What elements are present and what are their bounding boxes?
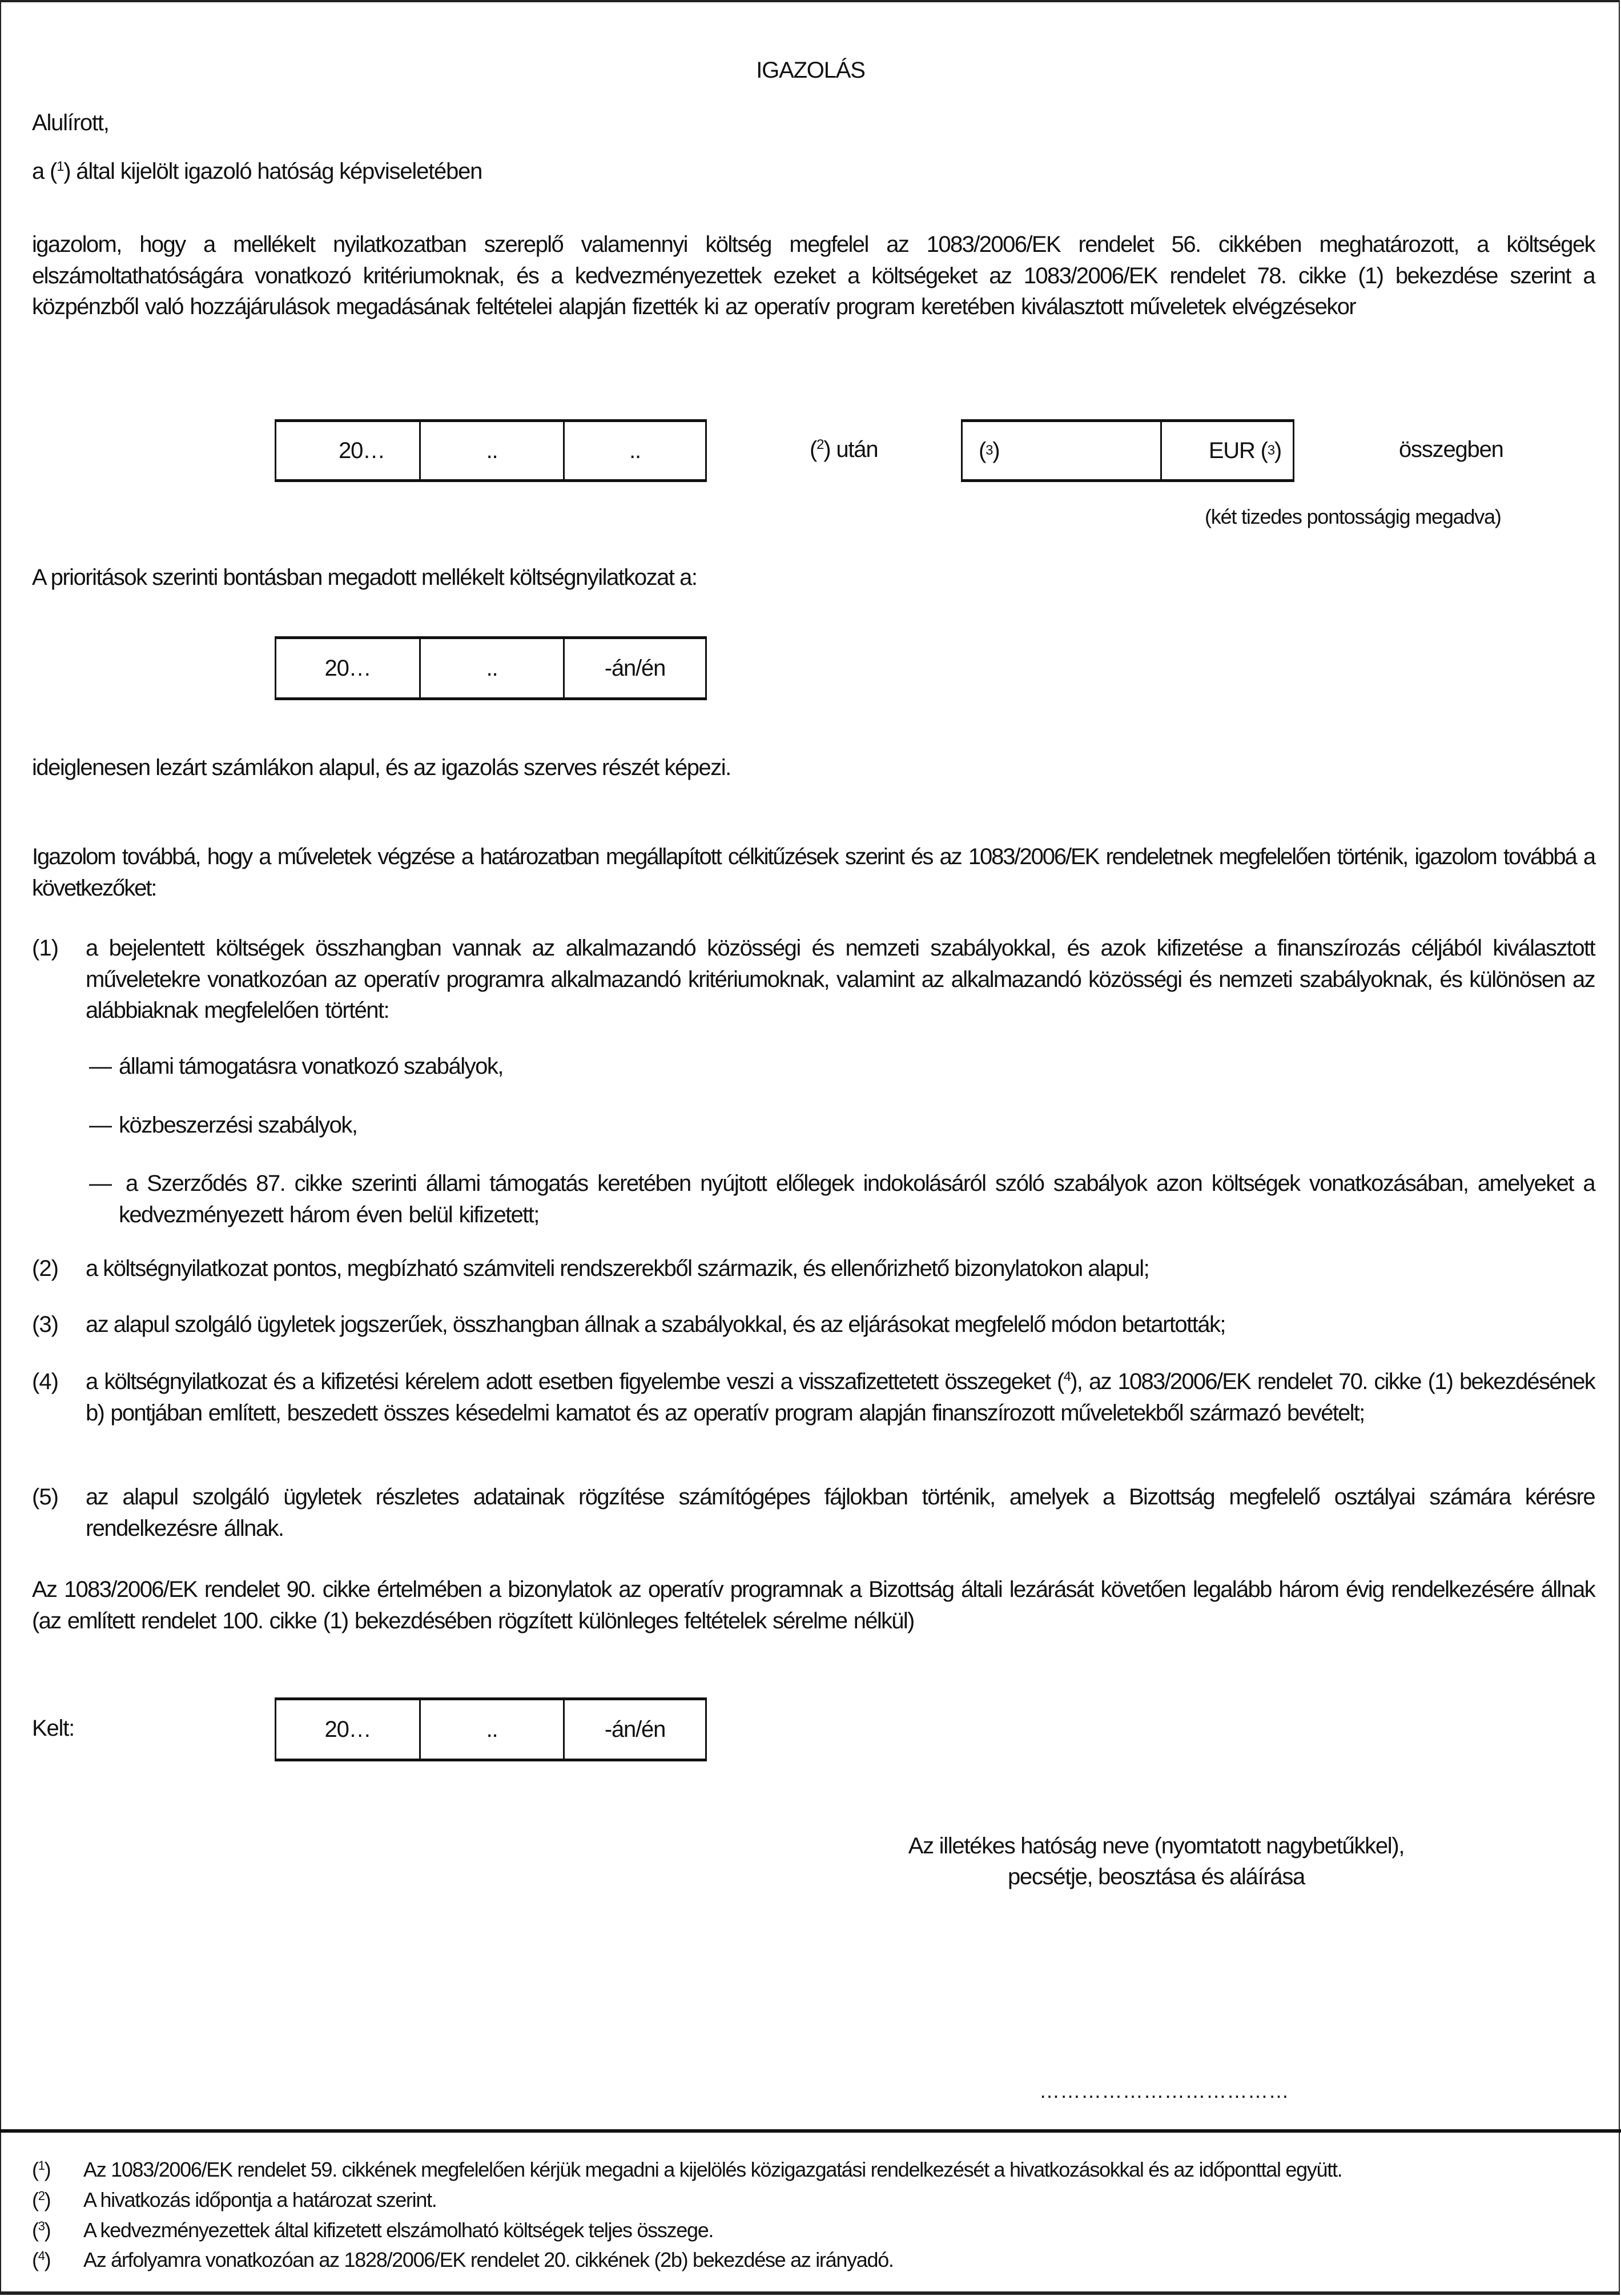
retention-paragraph: Az 1083/2006/EK rendelet 90. cikke értelmében a bizonylatok az operatív programnak a Bizottság általi lezárását követően legalább három évig rendelkezésére állnak (az említett rendelet 100. cikke (1) bekezdésében rögzített különleges feltételek sérelme nélkül) [32,1577,1595,1633]
undersigned-label: Alulírott, [32,110,109,135]
list-item: az alapul szolgáló ügyletek jogszerűek, összhangban állnak a szabályokkal, és az eljárásokat megfelelő módon betartották; [86,1312,1225,1337]
day-suffix[interactable]: -án/én [604,1716,666,1742]
date-box-2 [275,636,707,700]
amount-field[interactable]: ( 3 ) [963,422,1162,479]
month-field[interactable]: .. [421,1700,565,1759]
month-field[interactable]: .. [421,639,565,697]
year-field[interactable]: 20… [276,639,421,697]
after-label: ($^2$) után [810,437,878,462]
sub-list-item: közbeszerzési szabályok, [119,1113,357,1138]
footnote-text: Az árfolyamra vonatkozóan az 1828/2006/EK rendelet 20. cikkének (2b) bekezdése az irányadó. [83,2248,894,2271]
signature-line-1: Az illetékes hatóság neve (nyomtatott nagybetűkkel), [908,1833,1405,1859]
priorities-sentence: A prioritások szerinti bontásban megadott mellékelt költségnyilatkozat a: [32,565,697,590]
representing-line: a ($^1$) által kijelölt igazoló hatóság képviseletében [32,159,482,184]
item-number: (4) [32,1369,58,1394]
month-field[interactable]: .. [421,422,565,479]
footnote-text: A hivatkozás időpontja a határozat szerint. [83,2188,437,2211]
year-field[interactable]: 20… [276,1700,421,1759]
signature-dotted-line[interactable]: ……………………………… [1039,2079,1289,2102]
day-field[interactable]: .. [629,437,641,463]
currency-label: EUR ( 3 ) [1208,437,1281,463]
footnote-text: A kedvezményezettek által kifizetett elszámolható költségek teljes összege. [83,2218,714,2242]
year-field[interactable]: 20… [276,422,421,479]
item-number: (1) [32,936,58,961]
list-item: a költségnyilatkozat pontos, megbízható számviteli rendszerekből származik, és ellenőrizhető bizonylatokon alapul; [86,1256,1149,1281]
amount-box [961,419,1294,482]
footnote-ref: 2 [816,437,824,452]
item-number: (3) [32,1312,58,1337]
footnote-ref: 1 [57,159,64,174]
dash-icon: — [89,1054,111,1079]
dash-icon: — [89,1171,111,1196]
list-item: a költségnyilatkozat és a kifizetési kérelem adott esetben figyelembe veszi a visszafizettetett összegeket ($^4$), az 1083/2006/EK rendelet 70. cikke (1) bekezdésének b) pontjában említett, beszedett összes késedelmi kamatot és az operatív program alapján finanszírozott műveletekből származó bevételt; [86,1369,1595,1426]
footnote-text: Az 1083/2006/EK rendelet 59. cikkének megfelelően kérjük megadni a kijelölés közigazgatási rendelkezését a hivatkozásokkal és az időponttal együtt. [83,2158,1342,2181]
footnote-mark: ($^3$) [32,2218,51,2242]
list-item: az alapul szolgáló ügyletek részletes adatainak rögzítése számítógépes fájlokban történik, amelyek a Bizottság megfelelő osztályai számára kérésre rendelkezésre állnak. [86,1484,1595,1541]
signature-line-2: pecsétje, beosztása és aláírása [1007,1864,1305,1889]
precision-note: (két tizedes pontosságig megadva) [1205,505,1501,528]
amount-label: összegben [1399,437,1503,462]
footnote-mark: ($^1$) [32,2158,51,2181]
footnote-ref: 4 [1063,1369,1071,1384]
date-box-1 [275,419,707,482]
sub-list-item: a Szerződés 87. cikke szerinti állami támogatás keretében nyújtott előlegek indokolásáról szóló szabályok azon költségek vonatkozásában, amelyeket a kedvezményezett három éven belül kifizetett; [119,1171,1595,1227]
kelt-label: Kelt: [32,1716,75,1741]
footnote-separator [0,2129,1621,2133]
footnote-mark: ($^4$) [32,2248,51,2271]
item-number: (2) [32,1256,58,1281]
footnote-mark: ($^2$) [32,2188,51,2211]
document-title: IGAZOLÁS [756,58,865,83]
day-suffix[interactable]: -án/én [604,655,666,681]
provisional-sentence: ideiglenesen lezárt számlákon alapul, és az igazolás szerves részét képezi. [32,755,731,780]
item-number: (5) [32,1484,58,1510]
list-item: a bejelentett költségek összhangban vannak az alkalmazandó közösségi és nemzeti szabályokkal, és azok kifizetése a finanszírozás céljából kiválasztott műveletekre vonatkozóan az operatív programra alkalmazandó kritériumoknak, valamint az alkalmazandó közösségi és nemzeti szabályoknak, és különösen az alábbiaknak megfelelően történt: [86,936,1595,1023]
dash-icon: — [89,1113,111,1138]
intro-paragraph: igazolom, hogy a mellékelt nyilatkozatban szereplő valamennyi költség megfelel az 1083/2006/EK rendelet 56. cikkében meghatározott, a költségek elszámoltathatóságára vonatkozó kritériumoknak, és a kedvezményezettek ezeket a költségeket az 1083/2006/EK rendelet 78. cikke (1) bekezdése szerint a közpénzből való hozzájárulások megadásának feltételei alapján fizették ki az operatív program keretében kiválasztott műveletek elvégzésekor [32,232,1595,319]
sub-list-item: állami támogatásra vonatkozó szabályok, [119,1054,503,1079]
kelt-date-box [275,1697,707,1761]
signature-caption [828,1831,1485,1892]
further-paragraph: Igazolom továbbá, hogy a műveletek végzése a határozatban megállapított célkitűzések szerint és az 1083/2006/EK rendeletnek megfelelően történik, igazolom továbbá a következőket: [32,844,1595,901]
